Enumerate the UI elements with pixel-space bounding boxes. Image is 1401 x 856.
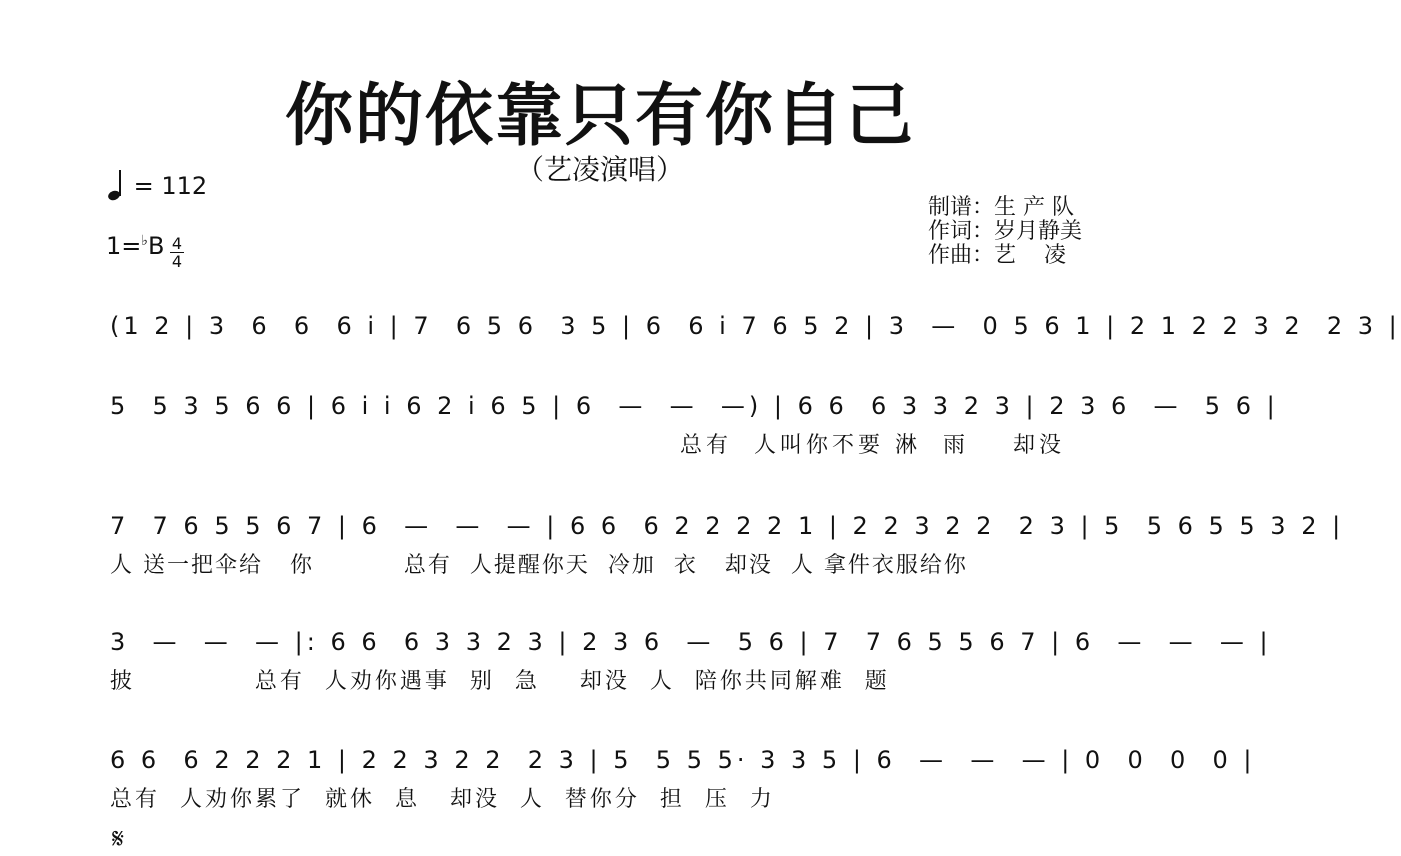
credit-score: 制谱：生 产 队	[928, 195, 1074, 220]
notation-line: 3 — — — |: 6 6 6 3 3 2 3 | 2 3 6 — 5 6 | 7 7 6 5 5 6 7 | 6 — — — |	[110, 628, 1272, 656]
key-prefix: 1=	[106, 232, 142, 260]
notation-line: 6 6 6 2 2 2 1 | 2 2 3 2 2 2 3 | 5 5 5 5· 3 3 5 | 6 — — — | 0 0 0 0 |	[110, 746, 1256, 774]
score-row-5	[110, 746, 1256, 812]
notation-line: 5 5 3 5 6 6 | 6 i i 6 2 i 6 5 | 6 — — —) | 6 6 6 3 3 2 3 | 2 3 6 — 5 6 |	[110, 392, 1279, 420]
lyrics-line: 人 送一把伞给 你 总有 人提醒你天 冷加 衣 却没 人 拿件衣服给你	[110, 553, 968, 578]
score-row-1	[110, 312, 1401, 348]
key-signature	[106, 232, 164, 260]
key-note: B	[148, 232, 165, 260]
notation-line: (1 2 | 3 6 6 6 i | 7 6 5 6 3 5 | 6 6 i 7 6 5 2 | 3 — 0 5 6 1 | 2 1 2 2 3 2 2 3 |	[110, 312, 1401, 340]
score-row-3	[110, 512, 1345, 578]
lyrics-line: 披 总有 人劝你遇事 别 急 却没 人 陪你共同解难 题	[110, 669, 890, 694]
time-signature	[170, 236, 184, 269]
quarter-note-icon	[106, 170, 126, 200]
tempo-value: = 112	[133, 172, 208, 200]
credit-lyrics: 作词：岁月静美	[928, 219, 1083, 244]
time-top: 4	[171, 234, 183, 253]
lyrics-line: 总有 人叫你不要 淋 雨 却没	[680, 433, 1065, 458]
score-row-4	[110, 628, 1272, 694]
notation-line: 7 7 6 5 5 6 7 | 6 — — — | 6 6 6 2 2 2 2 1 | 2 2 3 2 2 2 3 | 5 5 6 5 5 3 2 |	[110, 512, 1345, 540]
flat-icon: ♭	[141, 233, 148, 249]
song-title: 你的依靠只有你自己	[284, 77, 915, 156]
tempo-marking	[106, 170, 207, 200]
segno-icon: 𝄋	[112, 822, 125, 855]
credit-music: 作曲：艺 凌	[928, 243, 1066, 268]
time-bottom: 4	[171, 252, 183, 271]
song-subtitle: （艺凌演唱）	[515, 153, 684, 186]
credits	[928, 196, 1082, 268]
score-row-2	[110, 392, 1279, 458]
lyrics-line: 总有 人劝你累了 就休 息 却没 人 替你分 担 压 力	[110, 787, 775, 812]
